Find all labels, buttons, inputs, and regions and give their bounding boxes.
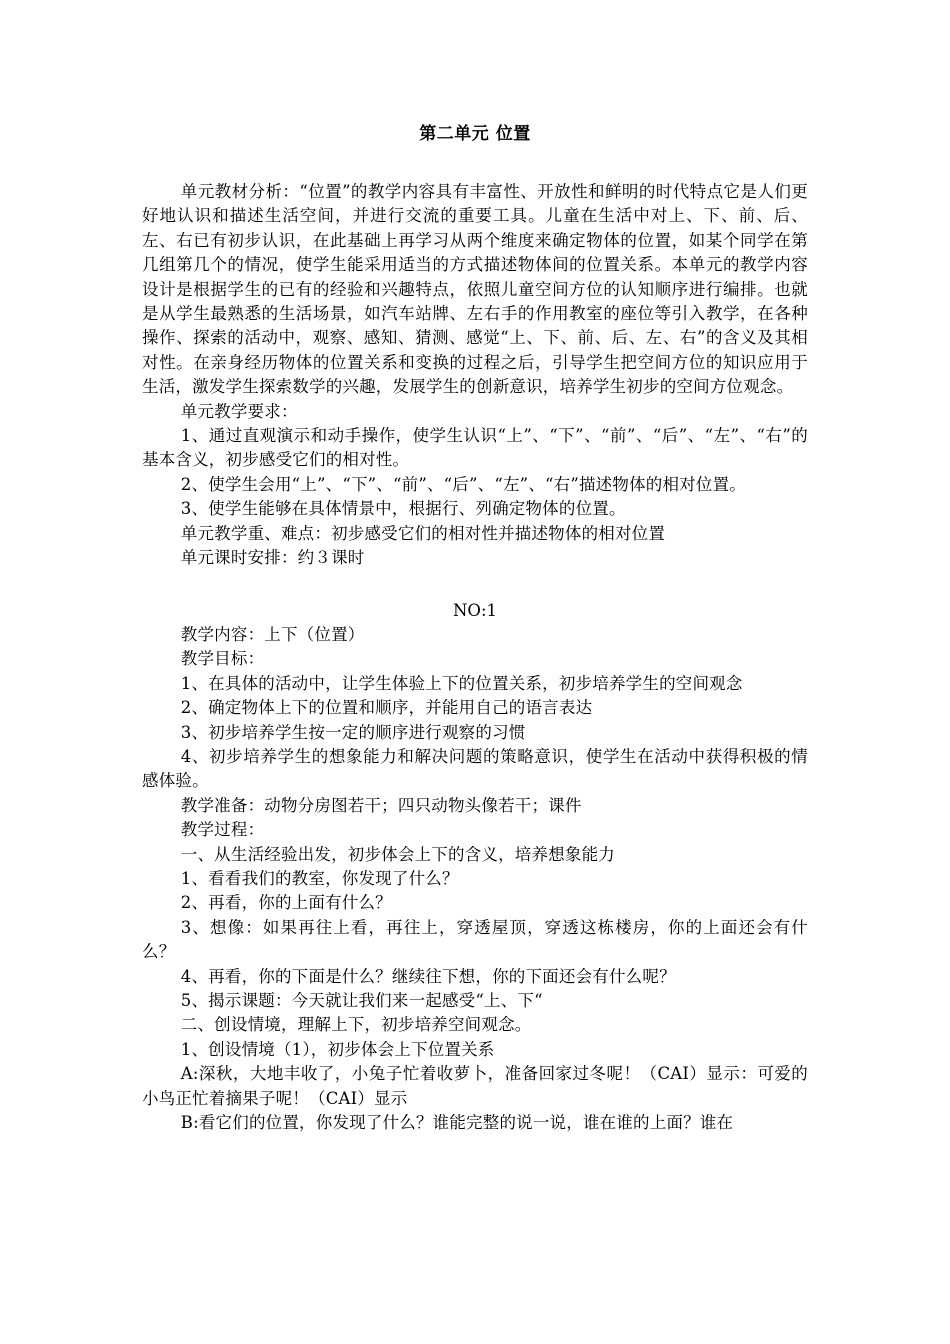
process-step-1-item-3: 3、想像：如果再往上看，再往上，穿透屋顶，穿透这栋楼房，你的上面还会有什么？ [142, 917, 808, 962]
unit-key-points: 单元教学重、难点：初步感受它们的相对性并描述物体的相对位置 [180, 523, 666, 543]
unit-analysis-paragraph: 单元教材分析：“位置”的教学内容具有丰富性、开放性和鲜明的时代特点它是人们更好地认识和描述生活空间，并进行交流的重要工具。儿童在生活中对上、下、前、后、左、右已有初步认识，在此基础上再学习从两个维度来确定物体的位置，如某个同学在第几组第几个的情况，使学生能采用适当的方式描述物体间的位置关系。本单元的教学内容设计是根据学生的已有的经验和兴趣特点，依照儿童空间方位的认知顺序进行编排。也就是从学生最熟悉的生活场景，如汽车站牌、左右手的作用教室的座位等引入教学，在各种操作、探索的活动中，观察、感知、猜测、感觉“上、下、前、后、左、右”的含义及其相对性。在亲身经历物体的位置关系和变换的过程之后，引导学生把空间方位的知识应用于生活，激发学生探索数学的兴趣，发展学生的创新意识，培养学生初步的空间方位观念。 [142, 182, 808, 397]
process-step-2-item-1: 1、创设情境（1），初步体会上下位置关系 [180, 1039, 495, 1059]
process-step-1-item-5: 5、揭示课题：今天就让我们来一起感受“上、下“ [180, 991, 543, 1010]
lesson-number: NO:1 [452, 600, 498, 620]
lesson-process-heading: 教学过程： [180, 820, 265, 840]
document-page [142, 122, 808, 1135]
lesson-goal-3: 3、初步培养学生按一定的顺序进行观察的习惯 [180, 722, 526, 742]
unit-schedule: 单元课时安排：约３课时 [180, 548, 365, 568]
process-step-1: 一、从生活经验出发，初步体会上下的含义，培养想象能力 [180, 844, 615, 864]
process-step-2-item-b: B:看它们的位置，你发现了什么？谁能完整的说一说，谁在谁的上面？谁在 [180, 1113, 734, 1133]
unit-requirement-3: 3、使学生能够在具体情景中，根据行、列确定物体的位置。 [180, 499, 626, 519]
document-title: 第二单元 位置 [419, 124, 531, 144]
unit-requirement-2: 2、使学生会用“上”、“下”、“前”、“后”、“左”、“右”描述物体的相对位置。 [180, 474, 746, 494]
process-step-1-item-4: 4、再看，你的下面是什么？继续往下想，你的下面还会有什么呢？ [180, 966, 676, 986]
unit-requirements-heading: 单元教学要求： [180, 401, 298, 421]
lesson-preparation: 教学准备：动物分房图若干；四只动物头像若干；课件 [180, 795, 582, 815]
lesson-goals-heading: 教学目标： [180, 649, 265, 669]
unit-requirement-1: 1、通过直观演示和动手操作，使学生认识“上”、“下”、“前”、“后”、“左”、“右”的基本含义，初步感受它们的相对性。 [142, 426, 808, 470]
lesson-goal-1: 1、在具体的活动中，让学生体验上下的位置关系，初步培养学生的空间观念 [180, 673, 743, 693]
section-spacer [142, 571, 808, 599]
process-step-2-item-a: A:深秋，大地丰收了，小兔子忙着收萝卜，准备回家过冬呢！（CAI）显示：可爱的小鸟正忙着摘果子呢！（CAI）显示 [142, 1064, 808, 1108]
process-step-1-item-1: 1、看看我们的教室，你发现了什么？ [180, 868, 459, 888]
lesson-goal-4: 4、初步培养学生的想象能力和解决问题的策略意识，使学生在活动中获得积极的情感体验。 [142, 746, 808, 791]
process-step-2: 二、创设情境，理解上下，初步培养空间观念。 [180, 1015, 532, 1035]
process-step-1-item-2: 2、再看，你的上面有什么？ [180, 893, 392, 913]
lesson-goal-2: 2、确定物体上下的位置和顺序，并能用自己的语言表达 [180, 698, 593, 718]
lesson-content: 教学内容：上下（位置） [180, 624, 365, 644]
